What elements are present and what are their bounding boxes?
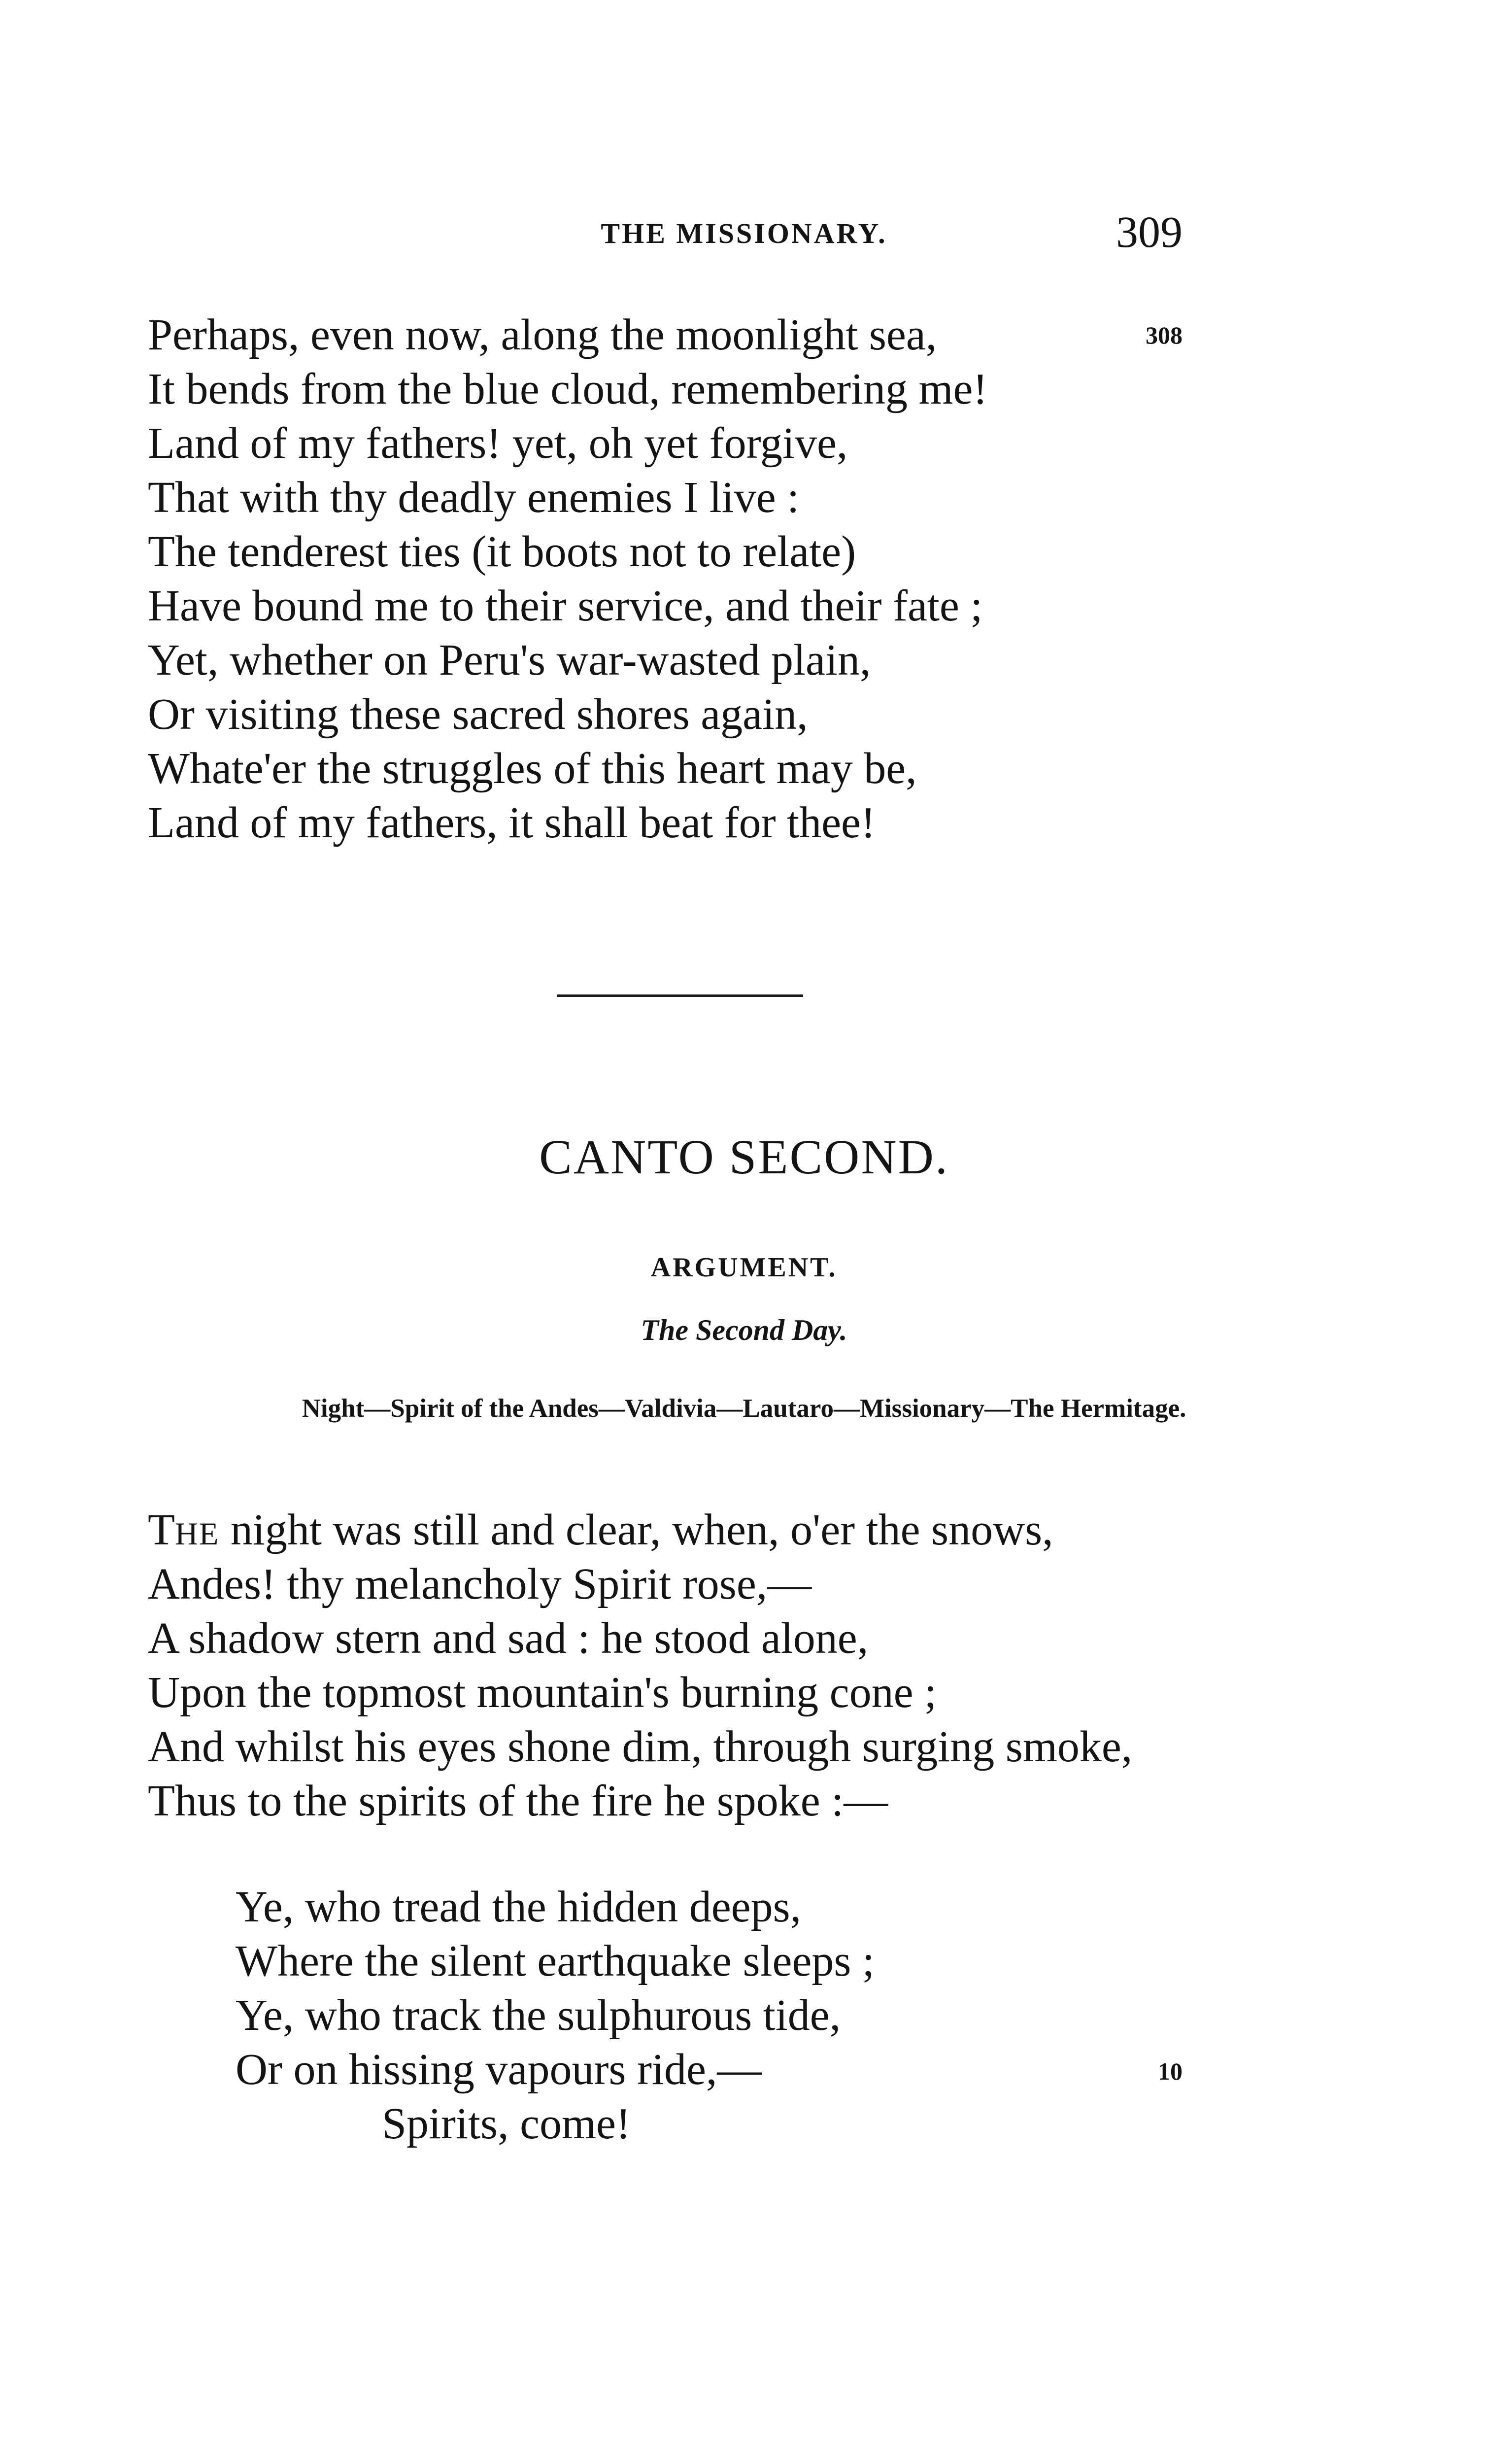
verse-line: Ye, who track the sulphurous tide, xyxy=(236,1991,841,2040)
line-number: 10 xyxy=(1158,2057,1183,2085)
verse-line: Or visiting these sacred shores again, xyxy=(148,690,808,739)
verse-line: And whilst his eyes shone dim, through surging smoke, xyxy=(148,1722,1133,1771)
verse-line xyxy=(148,1508,1053,1552)
section-divider xyxy=(557,994,803,997)
running-title: THE MISSIONARY. xyxy=(601,217,887,249)
verse-line: The tenderest ties (it boots not to relate) xyxy=(148,527,856,576)
verse-line: Land of my fathers, it shall beat for thee! xyxy=(148,798,876,847)
verse-line-text: night was still and clear, when, o'er the snows, xyxy=(219,1506,1053,1554)
drop-initial: T xyxy=(148,1506,175,1554)
verse-line: Upon the topmost mountain's burning cone ; xyxy=(148,1668,937,1717)
verse-line: Land of my fathers! yet, oh yet forgive, xyxy=(148,419,848,468)
argument-heading: ARGUMENT. xyxy=(650,1252,838,1283)
verse-line: That with thy deadly enemies I live : xyxy=(148,473,800,522)
verse-line: Andes! thy melancholy Spirit rose,— xyxy=(148,1560,812,1608)
verse-line: Have bound me to their service, and their fate ; xyxy=(148,582,983,630)
verse-line: Ye, who tread the hidden deeps, xyxy=(236,1882,802,1931)
verse-line: Or on hissing vapours ride,— xyxy=(236,2045,762,2094)
verse-line: Whate'er the struggles of this heart may be, xyxy=(148,744,917,793)
page-number: 309 xyxy=(1116,208,1183,257)
refrain-line: Spirits, come! xyxy=(382,2099,631,2148)
verse-line: A shadow stern and sad : he stood alone, xyxy=(148,1614,869,1663)
argument-text: Night—Spirit of the Andes—Valdivia—Lautaro—Missionary—The Hermitage. xyxy=(302,1394,1186,1423)
line-number: 308 xyxy=(1146,321,1183,349)
canto-title: CANTO SECOND. xyxy=(539,1129,949,1184)
verse-line: It bends from the blue cloud, remembering me! xyxy=(148,365,988,413)
verse-line: Where the silent earthquake sleeps ; xyxy=(236,1937,875,1985)
verse-line: Perhaps, even now, along the moonlight sea, xyxy=(148,310,937,359)
verse-line: Yet, whether on Peru's war-wasted plain, xyxy=(148,636,871,684)
verse-line: Thus to the spirits of the fire he spoke :— xyxy=(148,1777,888,1825)
small-caps-word: HE xyxy=(174,1516,220,1552)
argument-subtitle: The Second Day. xyxy=(641,1314,847,1346)
